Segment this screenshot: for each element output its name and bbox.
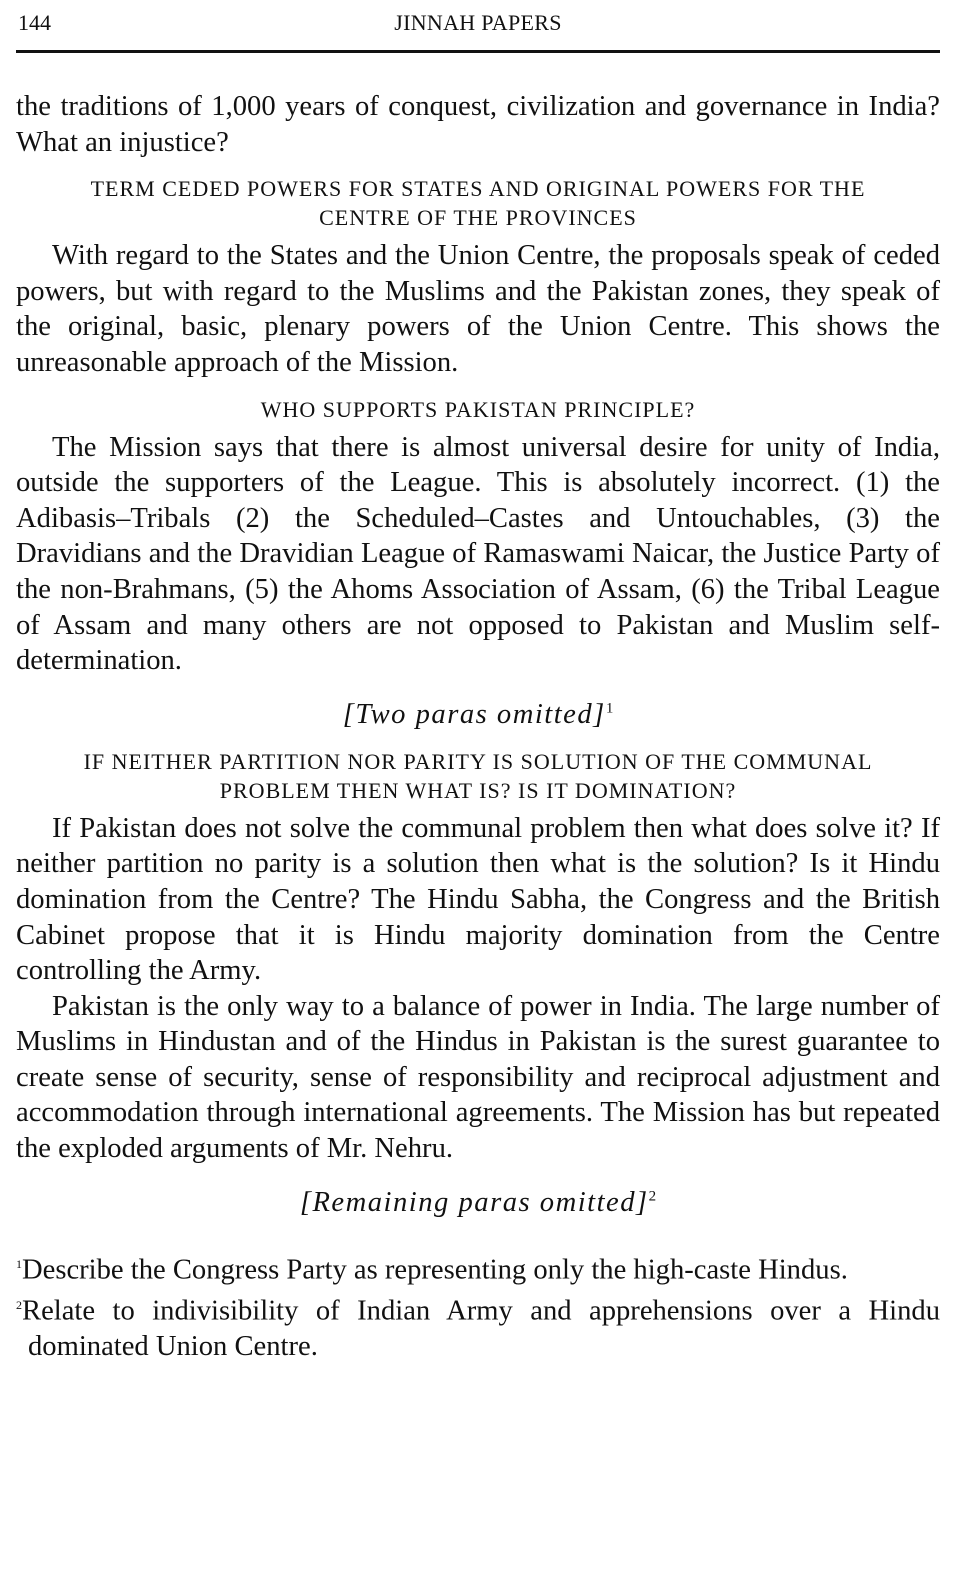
paragraph-domination: If Pakistan does not solve the communal problem then what does solve it? If neither partition no parity is a solution then what is the solution? Is it Hindu domination from the Centre? The Hindu Sabha, the Congress and the British Cabinet propose that it is Hindu majority domination from the Centre controlling the Army.	[16, 812, 940, 987]
omission-text: [Remaining paras omitted]	[299, 1186, 649, 1218]
section-heading-ceded-powers: TERM CEDED POWERS FOR STATES AND ORIGINAL POWERS FOR THE CENTRE OF THE PROVINCES	[90, 176, 866, 231]
page-number: 144	[18, 10, 51, 35]
running-head	[16, 0, 940, 44]
footnote-2	[16, 1288, 940, 1365]
omission-note-two-paras	[16, 699, 940, 731]
footnote-number: 1	[16, 1256, 22, 1271]
header-rule	[16, 50, 940, 53]
paragraph-pakistan-principle: The Mission says that there is almost universal desire for unity of India, outside the supporters of the League. This is absolutely incorrect. (1) the Adibasis–Tribals (2) the Scheduled–Castes and Untouchables, (3) the Dravidians and the Dravidian League of Ramaswami Naicar, the Justice Party of the non-Brahmans, (5) the Ahoms Association of Assam, (6) the Tribal League of Assam and many others are not opposed to Pakistan and Muslim self-determination.	[16, 431, 940, 677]
footnote-text: Relate to indivisibility of Indian Army and apprehensions over a Hindu dominated Union Centre.	[22, 1295, 940, 1362]
body-text	[16, 89, 940, 1219]
footnotes	[16, 1247, 940, 1365]
footnote-marker-1: 1	[605, 700, 614, 717]
footnote-number: 2	[16, 1297, 22, 1312]
paragraph-ceded-powers: With regard to the States and the Union Centre, the proposals speak of ceded powers, but with regard to the Muslims and the Pakistan zones, they speak of the original, basic, plenary powers of the Union Centre. This shows the unreasonable approach of the Mission.	[16, 240, 940, 378]
paragraph-balance-of-power: Pakistan is the only way to a balance of power in India. The large number of Muslims in Hindustan and of the Hindus in Pakistan is the surest guarantee to create sense of security, sense of responsibility and reciprocal adjustment and accommodation through international agreements. The Mission has but repeated the exploded arguments of Mr. Nehru.	[16, 990, 940, 1165]
section-heading-pakistan-principle: WHO SUPPORTS PAKISTAN PRINCIPLE?	[260, 396, 696, 422]
book-page	[16, 0, 940, 1365]
omission-note-remaining-paras	[16, 1187, 940, 1219]
running-title: JINNAH PAPERS	[394, 10, 562, 35]
footnote-1	[16, 1247, 940, 1288]
omission-text: [Two paras omitted]	[342, 698, 606, 730]
section-heading-domination: IF NEITHER PARTITION NOR PARITY IS SOLUTION OF THE COMMUNAL PROBLEM THEN WHAT IS? IS IT DOMINATION?	[83, 748, 873, 803]
footnote-marker-2: 2	[648, 1188, 657, 1205]
footnote-text: Describe the Congress Party as representing only the high-caste Hindus.	[22, 1254, 848, 1286]
paragraph-continuation: the traditions of 1,000 years of conquest, civilization and governance in India? What an injustice?	[16, 91, 940, 158]
